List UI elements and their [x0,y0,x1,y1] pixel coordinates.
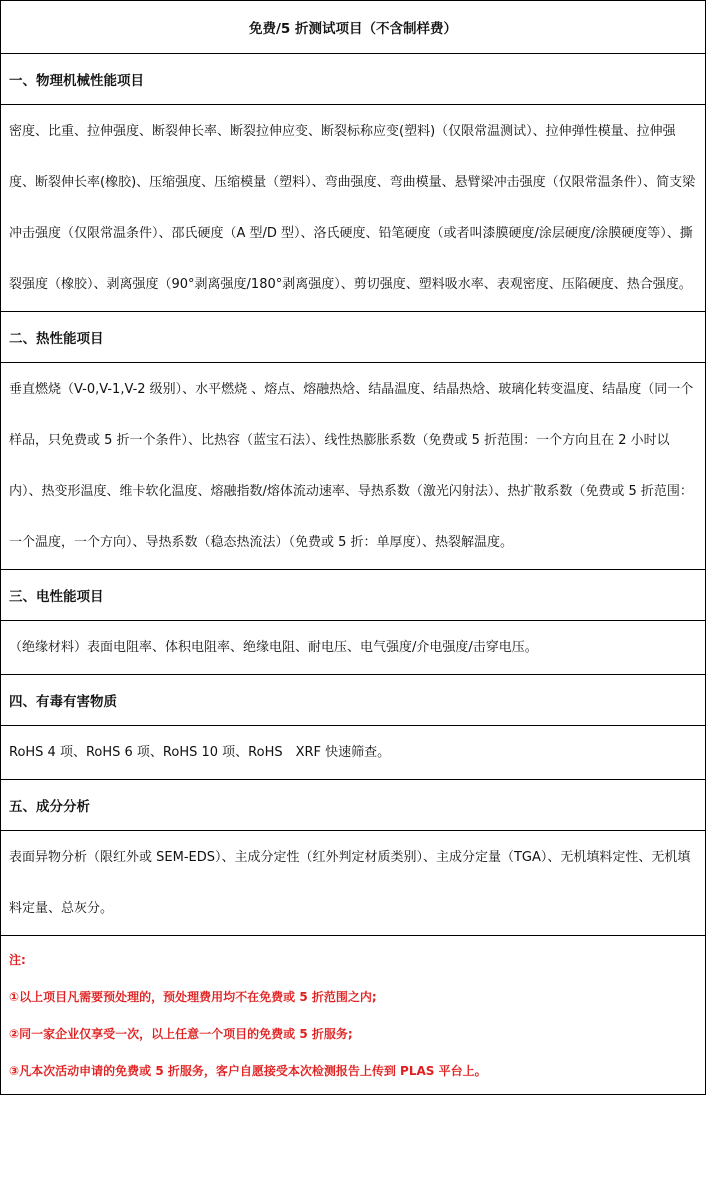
section-heading-row [1,570,706,621]
section-heading-mechanical: 一、物理机械性能项目 [1,54,706,105]
section-content-composition: 表面异物分析（限红外或 SEM-EDS）、主成分定性（红外判定材质类别）、主成分定量（TGA）、无机填料定性、无机填料定量、总灰分。 [1,831,706,936]
section-content-row [1,831,706,936]
section-heading-row [1,312,706,363]
section-content-electrical: （绝缘材料）表面电阻率、体积电阻率、绝缘电阻、耐电压、电气强度/介电强度/击穿电压。 [1,621,706,675]
table-title: 免费/5 折测试项目（不含制样费） [1,1,706,54]
section-content-row [1,621,706,675]
section-heading-electrical: 三、电性能项目 [1,570,706,621]
section-content-row [1,726,706,780]
title-row [1,1,706,54]
section-heading-composition: 五、成分分析 [1,780,706,831]
section-heading-thermal: 二、热性能项目 [1,312,706,363]
note-item: ①以上项目凡需要预处理的，预处理费用均不在免费或 5 折范围之内; [9,990,377,1004]
section-heading-row [1,54,706,105]
section-heading-row [1,780,706,831]
notes-row [1,936,706,1095]
section-content-thermal: 垂直燃烧（V-0,V-1,V-2 级别）、水平燃烧 、熔点、熔融热焓、结晶温度、结晶热焓、玻璃化转变温度、结晶度（同一个样品，只免费或 5 折一个条件）、比热容（蓝宝石法）、线性热膨胀系数（免费或 5 折范围：一个方向且在 2 小时以内）、热变形温度、维卡软化温度、熔融指数/熔体流动速率、导热系数（激光闪射法）、热扩散系数（免费或 5 折范围：一个温度，一个方向）、导热系数（稳态热流法）（免费或 5 折：单厚度）、热裂解温度。 [1,363,706,570]
notes-label: 注: [9,953,26,967]
section-content-hazardous: RoHS 4 项、RoHS 6 项、RoHS 10 项、RoHS XRF 快速筛查。 [1,726,706,780]
section-content-mechanical: 密度、比重、拉伸强度、断裂伸长率、断裂拉伸应变、断裂标称应变(塑料)（仅限常温测试）、拉伸弹性模量、拉伸强度、断裂伸长率(橡胶)、压缩强度、压缩模量（塑料）、弯曲强度、弯曲模量、悬臂梁冲击强度（仅限常温条件）、简支梁冲击强度（仅限常温条件）、邵氏硬度（A 型/D 型）、洛氏硬度、铅笔硬度（或者叫漆膜硬度/涂层硬度/涂膜硬度等）、撕裂强度（橡胶）、剥离强度（90°剥离强度/180°剥离强度）、剪切强度、塑料吸水率、表观密度、压陷硬度、热合强度。 [1,105,706,312]
section-content-row [1,363,706,570]
section-heading-hazardous: 四、有毒有害物质 [1,675,706,726]
note-item: ②同一家企业仅享受一次，以上任意一个项目的免费或 5 折服务; [9,1027,353,1041]
section-heading-row [1,675,706,726]
notes-cell [1,936,706,1095]
note-item: ③凡本次活动申请的免费或 5 折服务，客户自愿接受本次检测报告上传到 PLAS 平台上。 [9,1064,487,1078]
section-content-row [1,105,706,312]
